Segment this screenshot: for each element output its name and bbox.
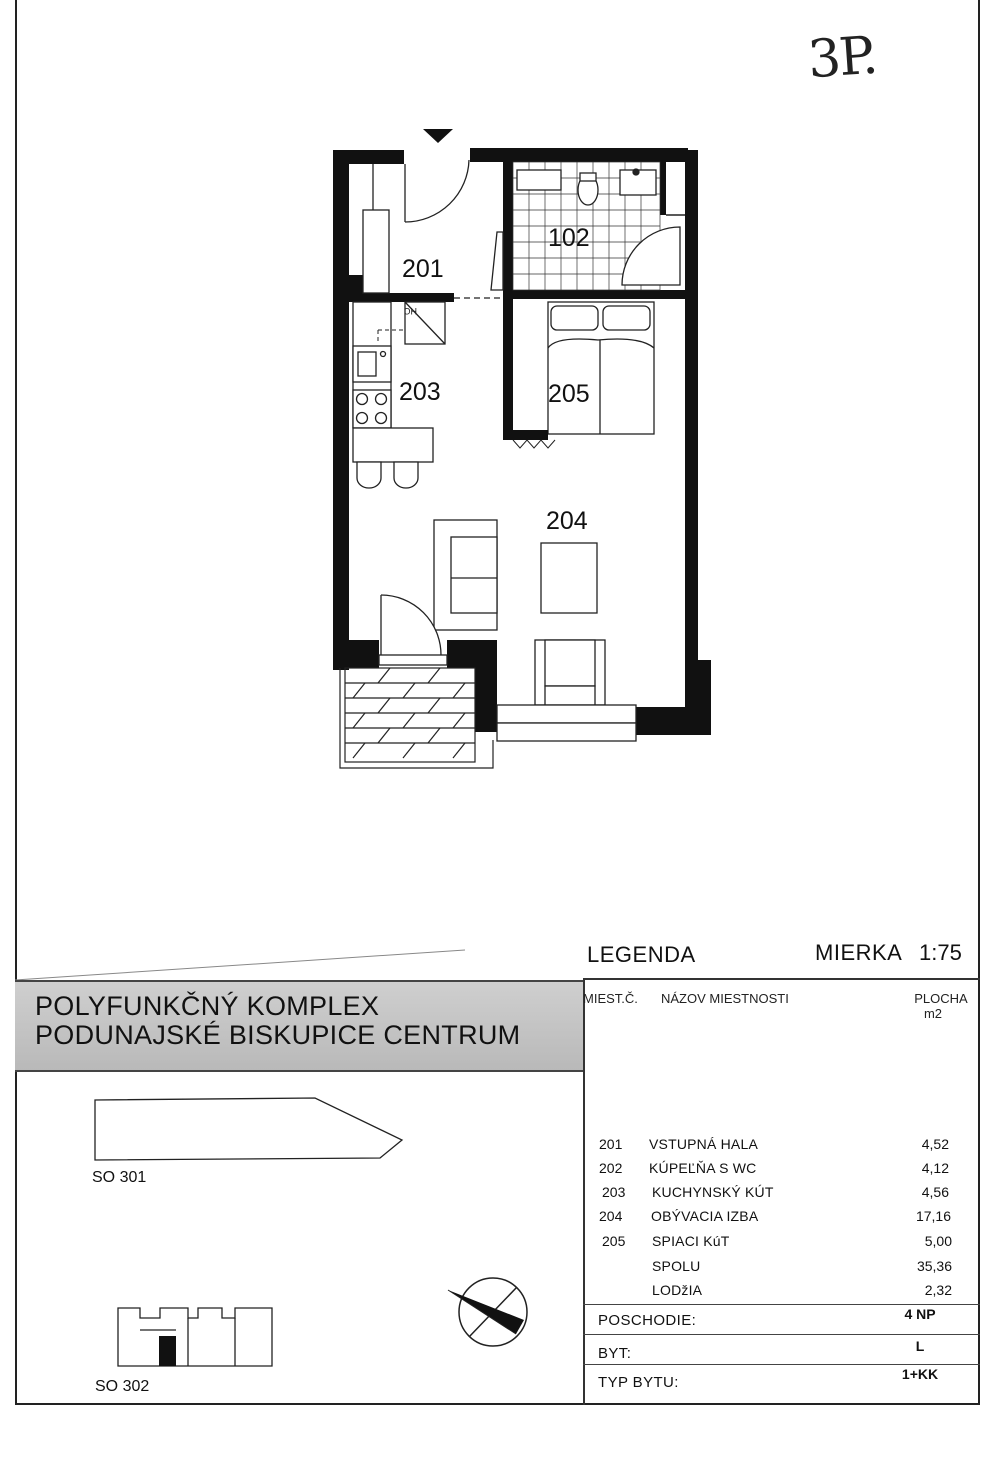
room-area-cell: 4,56 (921, 1184, 949, 1200)
loggia (340, 668, 493, 768)
north-arrow-icon (448, 1278, 527, 1346)
key-plan-so301 (95, 1098, 402, 1160)
project-title-line1: POLYFUNKČNÝ KOMPLEX (35, 991, 380, 1021)
flat-type-label: TYP BYTU: (598, 1374, 679, 1391)
room-area-cell: 17,16 (915, 1208, 951, 1224)
room-number-102: 102 (548, 224, 590, 252)
room-name-cell: KUCHYNSKÝ KÚT (652, 1184, 774, 1200)
info-divider (583, 1334, 980, 1335)
loggia-area: 2,32 (924, 1282, 952, 1298)
bed (548, 302, 654, 434)
column-header-area: PLOCHA (914, 991, 968, 1006)
room-number-201: 201 (402, 255, 444, 283)
room-number-203: 203 (399, 378, 441, 406)
appliance-label: HC (404, 306, 417, 316)
info-divider (583, 1304, 980, 1305)
key-plan-so301-label: SO 301 (92, 1169, 147, 1186)
info-divider (583, 1364, 980, 1365)
loggia-label: LODžIA (652, 1282, 703, 1298)
entrance-arrow-icon (423, 129, 453, 143)
room-number-cell: 203 (602, 1184, 626, 1200)
room-number-cell: 204 (599, 1208, 623, 1224)
floor-value: 4 NP (904, 1306, 936, 1322)
flat-label: BYT: (598, 1345, 632, 1362)
project-title-line2: PODUNAJSKÉ BISKUPICE CENTRUM (35, 1020, 521, 1050)
room-number-204: 204 (546, 507, 588, 535)
total-label: SPOLU (652, 1258, 701, 1274)
room-name-cell: SPIACI KúT (652, 1233, 730, 1249)
legend-divider (583, 978, 980, 980)
flat-type-value: 1+KK (901, 1366, 939, 1382)
column-header-area-unit: m2 (923, 1006, 943, 1021)
scale-value: 1:75 (919, 940, 962, 965)
handwritten-note: 3P. (805, 25, 879, 91)
column-header-name: NÁZOV MIESTNOSTI (661, 991, 789, 1006)
flat-value: L (915, 1338, 925, 1354)
key-plan-so302 (118, 1308, 272, 1366)
room-name-cell: OBÝVACIA IZBA (651, 1208, 759, 1224)
room-area-cell: 4,52 (921, 1136, 949, 1152)
floor-label: POSCHODIE: (598, 1312, 697, 1329)
column-header-number: MIEST.Č. (583, 991, 638, 1006)
room-number-205: 205 (548, 380, 590, 408)
room-number-cell: 201 (599, 1136, 623, 1152)
room-area-cell: 4,12 (921, 1160, 949, 1176)
room-name-cell: VSTUPNÁ HALA (649, 1136, 758, 1152)
legend-title: LEGENDA (587, 942, 696, 967)
key-plan-so302-label: SO 302 (95, 1378, 150, 1395)
room-area-cell: 5,00 (924, 1233, 952, 1249)
room-name-cell: KÚPEĽŇA S WC (649, 1160, 757, 1176)
room-number-cell: 202 (599, 1160, 623, 1176)
table-divider (583, 980, 585, 1405)
total-area: 35,36 (916, 1258, 952, 1274)
room-number-cell: 205 (602, 1233, 626, 1249)
scale-label: MIERKA (815, 940, 903, 965)
